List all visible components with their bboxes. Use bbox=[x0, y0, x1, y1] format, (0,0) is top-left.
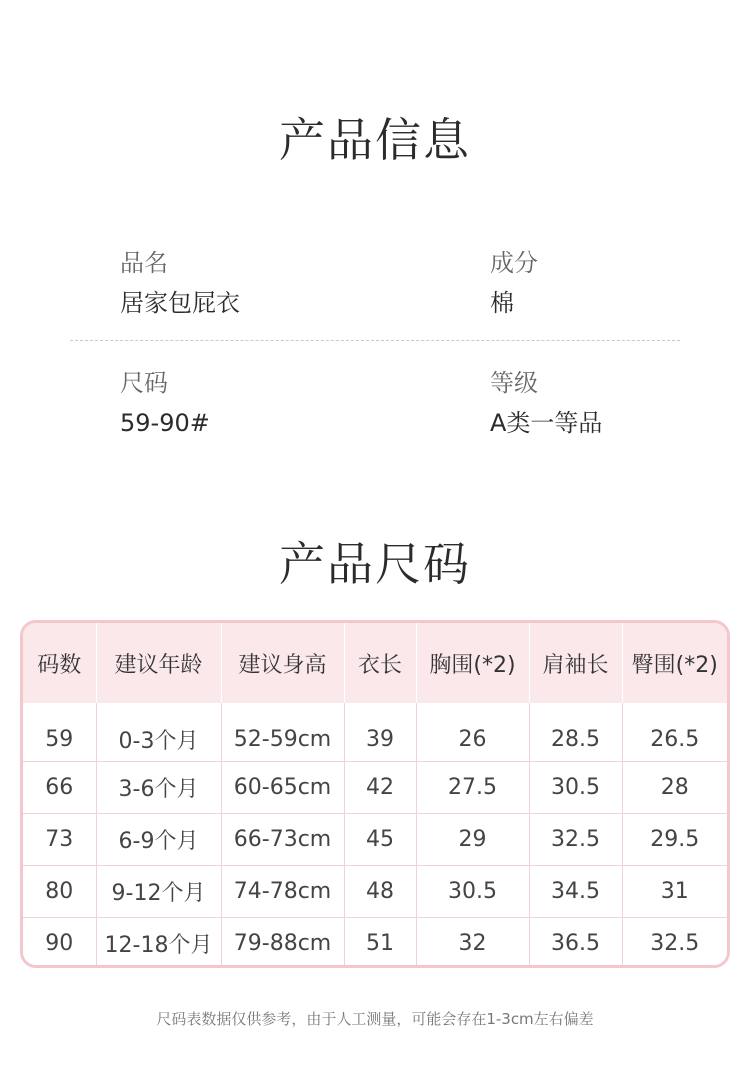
table-header-cell: 胸围(*2) bbox=[416, 623, 529, 703]
table-cell: 29.5 bbox=[622, 814, 727, 866]
table-cell: 6-9个月 bbox=[96, 814, 221, 866]
info-size-label: 尺码 bbox=[120, 369, 168, 397]
table-cell: 59 bbox=[23, 703, 96, 762]
table-cell: 31 bbox=[622, 866, 727, 918]
table-cell: 51 bbox=[344, 918, 416, 969]
table-cell: 45 bbox=[344, 814, 416, 866]
table-cell: 3-6个月 bbox=[96, 762, 221, 814]
size-table bbox=[20, 620, 730, 968]
table-cell: 32.5 bbox=[650, 931, 700, 956]
info-name-label: 品名 bbox=[120, 249, 168, 277]
table-header-cell: 肩袖长 bbox=[529, 623, 622, 703]
table-cell: 66 bbox=[23, 762, 96, 814]
size-note: 尺码表数据仅供参考，由于人工测量，可能会存在1-3cm左右偏差 bbox=[156, 1010, 594, 1028]
table-cell: 36.5 bbox=[529, 918, 622, 969]
table-cell: 60-65cm bbox=[221, 762, 344, 814]
table-cell: 32.5 bbox=[529, 814, 622, 866]
table-cell: 9-12个月 bbox=[96, 866, 221, 918]
table-row bbox=[23, 918, 727, 969]
table-cell: 52-59cm bbox=[221, 703, 344, 762]
info-material-value: 棉 bbox=[490, 289, 514, 317]
table-row bbox=[23, 762, 727, 814]
table-cell: 73 bbox=[23, 814, 96, 866]
info-divider bbox=[70, 340, 680, 341]
table-header-cell: 码数 bbox=[23, 623, 96, 703]
info-grade bbox=[490, 368, 602, 440]
table-row bbox=[23, 866, 727, 918]
table-cell: 30.5 bbox=[416, 866, 529, 918]
table-cell: 48 bbox=[344, 866, 416, 918]
info-name-value: 居家包屁衣 bbox=[120, 289, 240, 317]
table-cell: 12-18个月 bbox=[96, 918, 221, 969]
table-cell: 32 bbox=[416, 918, 529, 969]
table-cell: 80 bbox=[23, 866, 96, 918]
table-header-cell: 建议身高 bbox=[221, 623, 344, 703]
info-grade-value: A类一等品 bbox=[490, 409, 603, 437]
table-cell: 42 bbox=[344, 762, 416, 814]
table-header-cell: 臀围(*2) bbox=[622, 623, 727, 703]
info-material-label: 成分 bbox=[490, 249, 538, 277]
table-cell: 34.5 bbox=[529, 866, 622, 918]
table-cell: 27.5 bbox=[416, 762, 529, 814]
table-header-cell: 衣长 bbox=[344, 623, 416, 703]
table-cell: 28 bbox=[622, 762, 727, 814]
table-cell: 29 bbox=[416, 814, 529, 866]
info-grade-label: 等级 bbox=[490, 369, 538, 397]
table-cell: 39 bbox=[344, 703, 416, 762]
table-cell: 79-88cm bbox=[221, 918, 344, 969]
table-cell: 66-73cm bbox=[221, 814, 344, 866]
table-cell: 30.5 bbox=[529, 762, 622, 814]
product-size-title: 产品尺码 bbox=[279, 537, 471, 591]
info-material bbox=[490, 248, 538, 320]
table-cell: 0-3个月 bbox=[96, 703, 221, 762]
table-row bbox=[23, 703, 727, 762]
table-header-row bbox=[23, 623, 727, 703]
table-cell: 26.5 bbox=[622, 703, 727, 762]
table-row bbox=[23, 814, 727, 866]
table-header-cell: 建议年龄 bbox=[96, 623, 221, 703]
table-cell: 74-78cm bbox=[221, 866, 344, 918]
table-cell: 90 bbox=[23, 918, 96, 969]
table-cell: 28.5 bbox=[529, 703, 622, 762]
info-size bbox=[120, 368, 210, 440]
product-info-title: 产品信息 bbox=[279, 113, 471, 167]
info-name bbox=[120, 248, 240, 320]
table-cell: 26 bbox=[416, 703, 529, 762]
info-size-value: 59-90# bbox=[120, 409, 210, 437]
